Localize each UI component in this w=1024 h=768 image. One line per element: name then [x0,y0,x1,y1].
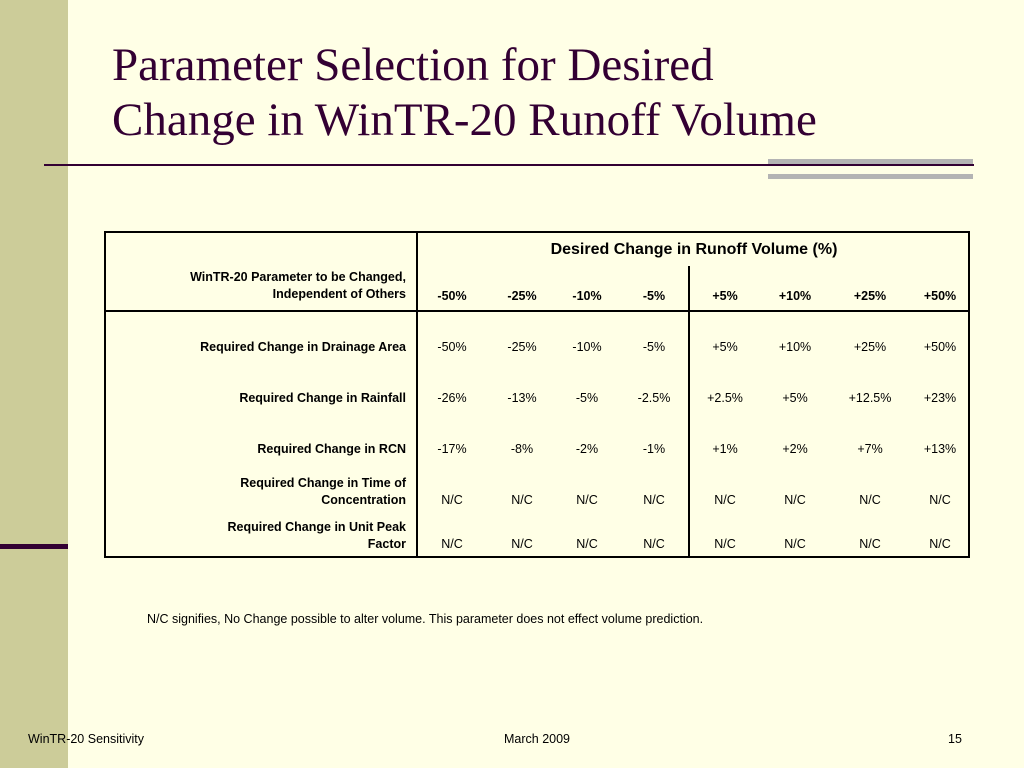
table-cell: N/C [441,493,463,507]
table-cell: -2% [575,442,599,456]
table-cell: -5% [575,391,599,405]
table-cell: N/C [511,537,533,551]
table-cell: -13% [507,391,537,405]
table-cell: N/C [643,537,665,551]
table-cell: N/C [714,493,736,507]
table-cell: N/C [929,537,951,551]
param-header-line-2: Independent of Others [272,287,406,301]
column-header: +25% [853,289,887,303]
row-label-line-2: Concentration [321,493,406,507]
table-cell: +25% [853,340,887,354]
slide-title [112,38,992,148]
param-header [106,269,406,303]
title-line-1: Parameter Selection for Desired [112,39,714,91]
param-header-line-1: WinTR-20 Parameter to be Changed, [190,270,406,284]
table-cell: -26% [437,391,467,405]
table-cell: N/C [643,493,665,507]
table-cell: +23% [923,391,957,405]
row-label-line-2: Required Change in Rainfall [239,391,406,405]
column-header: -50% [437,289,467,303]
table-cell: N/C [714,537,736,551]
sensitivity-table [104,231,970,558]
table-cell: +7% [857,442,883,456]
row-label [106,441,406,458]
table-cell: -2.5% [637,391,671,405]
row-label-line-2: Required Change in RCN [257,442,406,456]
table-cell: +2.5% [707,391,743,405]
title-rule-accent-top [768,159,973,164]
left-decorative-bar [0,0,68,768]
table-cell: N/C [859,493,881,507]
table-cell: -8% [510,442,534,456]
table-cell: N/C [576,493,598,507]
column-header: -10% [572,289,602,303]
table-cell: -10% [572,340,602,354]
table-cell: N/C [576,537,598,551]
table-cell: +2% [782,442,808,456]
row-label-line-1: Required Change in Unit Peak [227,520,406,534]
table-cell: +10% [778,340,812,354]
row-label [106,390,406,407]
table-cell: N/C [859,537,881,551]
table-cell: -25% [507,340,537,354]
table-cell: +1% [712,442,738,456]
column-header: -5% [642,289,666,303]
page-number: 15 [948,732,962,746]
table-cell: -17% [437,442,467,456]
table-cell: +5% [782,391,808,405]
table-cell: N/C [784,493,806,507]
row-label [106,519,406,553]
footer-left: WinTR-20 Sensitivity [28,732,144,746]
row-label-line-1: Required Change in Time of [240,476,406,490]
table-cell: N/C [441,537,463,551]
title-rule-accent-bottom [768,174,973,179]
footnote: N/C signifies, No Change possible to alter volume. This parameter does not effect volume prediction. [147,612,704,626]
row-label [106,339,406,356]
table-cell: +13% [923,442,957,456]
table-cell: N/C [784,537,806,551]
row-label-line-2: Required Change in Drainage Area [200,340,406,354]
table-cell: +50% [923,340,957,354]
row-label-line-2: Factor [367,537,406,551]
table-cell: +5% [712,340,738,354]
table-cell: +12.5% [848,391,892,405]
column-header: +50% [923,289,957,303]
table-cell: -5% [642,340,666,354]
header-bottom-rule [106,310,968,312]
group-header: Desired Change in Runoff Volume (%) [550,241,838,258]
table-cell: -50% [437,340,467,354]
row-label [106,475,406,509]
title-rule [44,164,974,166]
title-line-2: Change in WinTR-20 Runoff Volume [112,94,817,146]
column-header: -25% [507,289,537,303]
table-cell: -1% [642,442,666,456]
column-header: +10% [778,289,812,303]
column-header: +5% [712,289,738,303]
table-cell: N/C [929,493,951,507]
footer-date: March 2009 [504,732,571,746]
left-bar-accent [0,544,68,549]
table-cell: N/C [511,493,533,507]
